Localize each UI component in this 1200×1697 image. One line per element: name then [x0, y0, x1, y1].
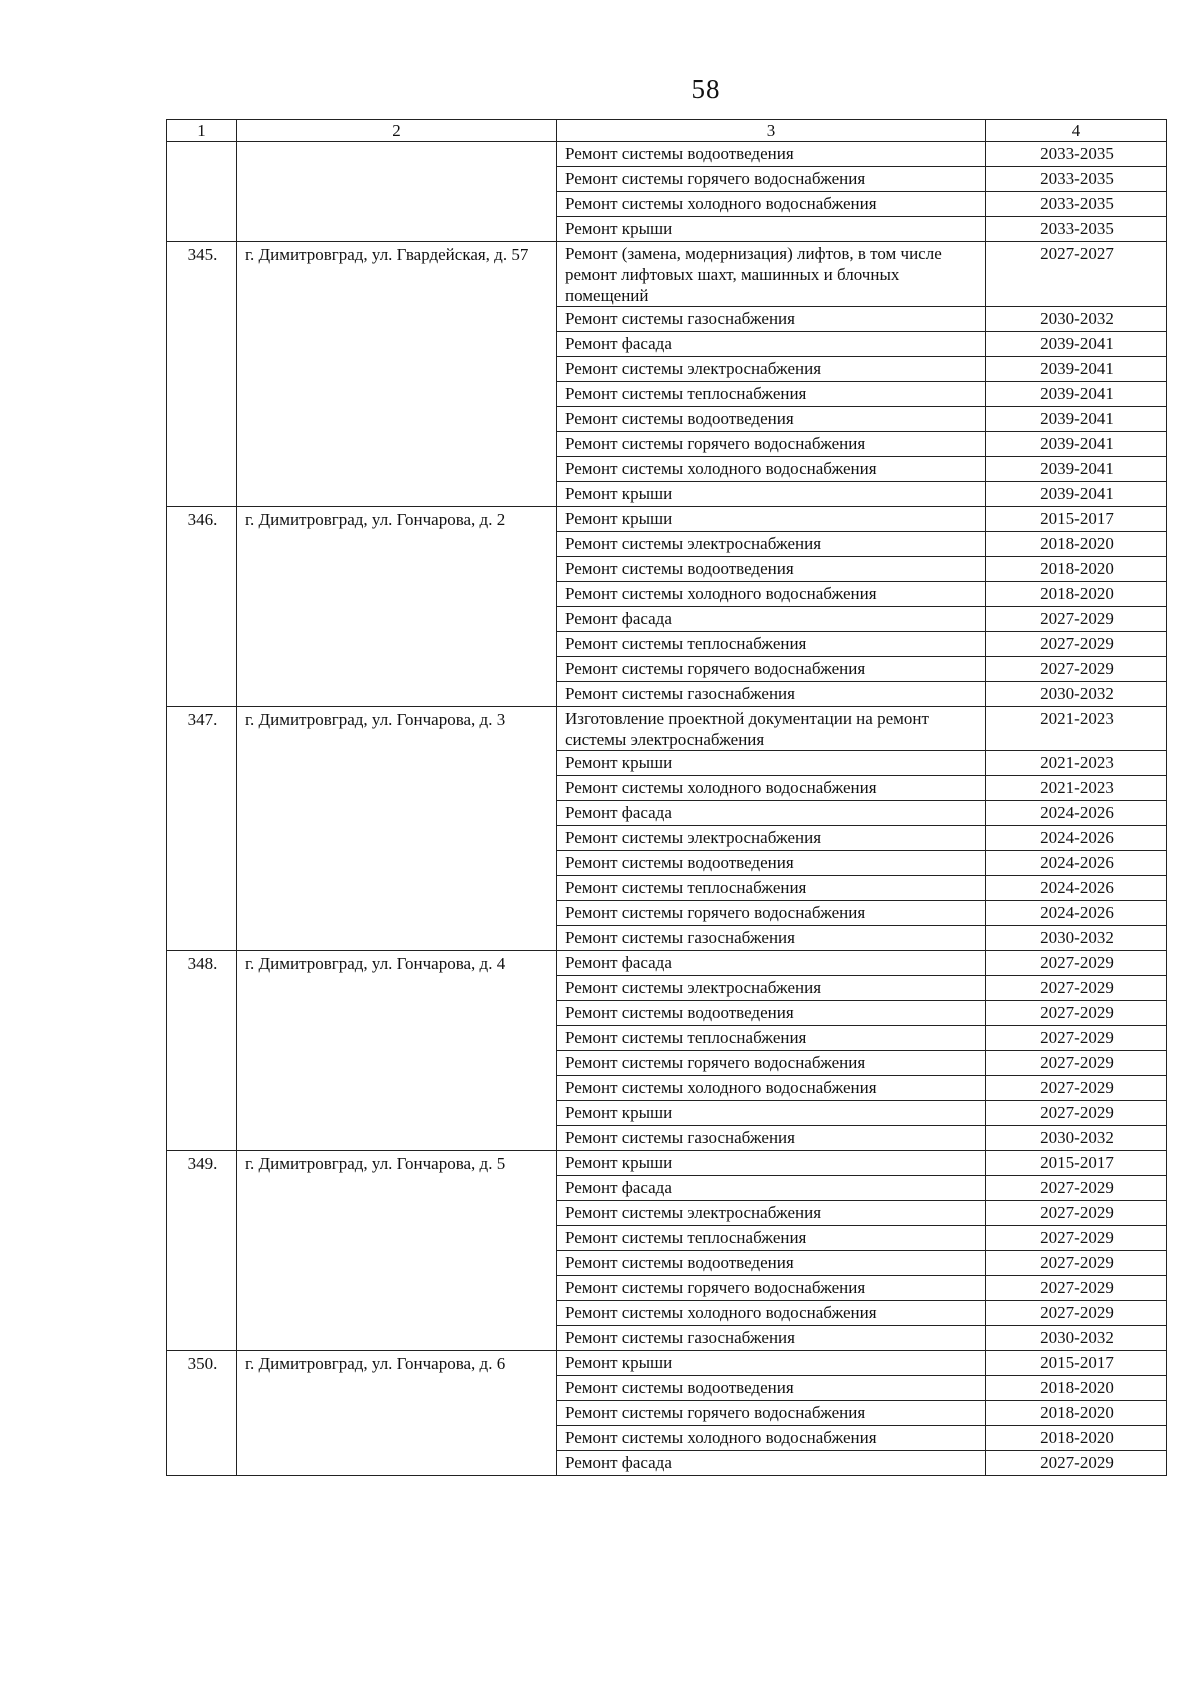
table-row [167, 1351, 1167, 1376]
house-number-cell: 349. [167, 1151, 237, 1351]
work-period-cell: 2015-2017 [986, 507, 1167, 532]
work-period-cell: 2027-2029 [986, 657, 1167, 682]
work-type-cell: Ремонт системы горячего водоснабжения [557, 657, 986, 682]
work-period-cell: 2027-2029 [986, 1451, 1167, 1476]
work-period-cell: 2027-2029 [986, 607, 1167, 632]
work-type-cell: Ремонт системы газоснабжения [557, 682, 986, 707]
work-period-cell: 2024-2026 [986, 826, 1167, 851]
work-period-cell: 2039-2041 [986, 482, 1167, 507]
table-row [167, 707, 1167, 751]
house-number-cell: 345. [167, 242, 237, 507]
work-period-cell: 2030-2032 [986, 1126, 1167, 1151]
work-period-cell: 2018-2020 [986, 1376, 1167, 1401]
work-period-cell: 2027-2029 [986, 1251, 1167, 1276]
work-type-cell: Ремонт системы холодного водоснабжения [557, 582, 986, 607]
work-type-cell: Ремонт системы электроснабжения [557, 826, 986, 851]
repair-schedule-table [166, 119, 1167, 1476]
work-type-cell: Ремонт фасада [557, 607, 986, 632]
table-body [167, 120, 1167, 1476]
work-type-cell: Ремонт системы теплоснабжения [557, 1026, 986, 1051]
work-type-cell: Ремонт системы холодного водоснабжения [557, 1426, 986, 1451]
work-period-cell: 2021-2023 [986, 776, 1167, 801]
work-type-cell: Ремонт фасада [557, 332, 986, 357]
table-row [167, 507, 1167, 532]
work-period-cell: 2027-2029 [986, 1226, 1167, 1251]
work-type-cell: Ремонт системы электроснабжения [557, 532, 986, 557]
work-type-cell: Ремонт системы горячего водоснабжения [557, 1401, 986, 1426]
house-address-cell: г. Димитровград, ул. Гончарова, д. 3 [237, 707, 557, 951]
table-row [167, 1151, 1167, 1176]
house-number-cell: 348. [167, 951, 237, 1151]
work-period-cell: 2024-2026 [986, 801, 1167, 826]
work-type-cell: Ремонт системы газоснабжения [557, 307, 986, 332]
house-number-cell [167, 142, 237, 242]
work-type-cell: Ремонт системы водоотведения [557, 557, 986, 582]
work-type-cell: Ремонт системы холодного водоснабжения [557, 1301, 986, 1326]
work-type-cell: Ремонт системы холодного водоснабжения [557, 1076, 986, 1101]
work-period-cell: 2027-2029 [986, 951, 1167, 976]
work-period-cell: 2018-2020 [986, 1426, 1167, 1451]
work-period-cell: 2027-2029 [986, 1026, 1167, 1051]
house-address-cell [237, 142, 557, 242]
work-type-cell: Ремонт фасада [557, 951, 986, 976]
work-type-cell: Ремонт фасада [557, 1451, 986, 1476]
header-cell-1: 1 [167, 120, 237, 142]
work-period-cell: 2039-2041 [986, 457, 1167, 482]
work-type-cell: Ремонт системы горячего водоснабжения [557, 1276, 986, 1301]
work-type-cell: Ремонт системы электроснабжения [557, 357, 986, 382]
page-number: 58 [691, 74, 721, 104]
work-period-cell: 2033-2035 [986, 217, 1167, 242]
work-type-cell: Ремонт системы теплоснабжения [557, 876, 986, 901]
house-number-cell: 350. [167, 1351, 237, 1476]
work-type-cell: Ремонт системы газоснабжения [557, 1126, 986, 1151]
header-cell-3: 3 [557, 120, 986, 142]
work-type-cell: Ремонт системы теплоснабжения [557, 1226, 986, 1251]
header-cell-4: 4 [986, 120, 1167, 142]
work-type-cell: Ремонт системы теплоснабжения [557, 632, 986, 657]
work-period-cell: 2018-2020 [986, 582, 1167, 607]
table-row [167, 951, 1167, 976]
work-period-cell: 2018-2020 [986, 532, 1167, 557]
work-type-cell: Ремонт крыши [557, 482, 986, 507]
work-type-cell: Ремонт системы газоснабжения [557, 926, 986, 951]
work-period-cell: 2021-2023 [986, 707, 1167, 751]
work-type-cell: Ремонт крыши [557, 1101, 986, 1126]
work-type-cell: Ремонт (замена, модернизация) лифтов, в том числе ремонт лифтовых шахт, машинных и блочных помещений [557, 242, 986, 307]
work-period-cell: 2030-2032 [986, 307, 1167, 332]
work-period-cell: 2027-2029 [986, 1001, 1167, 1026]
work-period-cell: 2033-2035 [986, 142, 1167, 167]
work-period-cell: 2027-2029 [986, 1276, 1167, 1301]
work-type-cell: Ремонт системы электроснабжения [557, 976, 986, 1001]
work-period-cell: 2027-2029 [986, 1201, 1167, 1226]
work-period-cell: 2024-2026 [986, 876, 1167, 901]
house-address-cell: г. Димитровград, ул. Гончарова, д. 5 [237, 1151, 557, 1351]
work-type-cell: Ремонт фасада [557, 1176, 986, 1201]
work-type-cell: Ремонт крыши [557, 217, 986, 242]
work-period-cell: 2030-2032 [986, 926, 1167, 951]
work-type-cell: Ремонт крыши [557, 507, 986, 532]
house-address-cell: г. Димитровград, ул. Гончарова, д. 6 [237, 1351, 557, 1476]
work-type-cell: Ремонт системы холодного водоснабжения [557, 192, 986, 217]
work-type-cell: Ремонт системы водоотведения [557, 407, 986, 432]
work-type-cell: Ремонт системы водоотведения [557, 1251, 986, 1276]
work-period-cell: 2039-2041 [986, 407, 1167, 432]
work-type-cell: Ремонт крыши [557, 751, 986, 776]
work-period-cell: 2024-2026 [986, 901, 1167, 926]
work-period-cell: 2018-2020 [986, 1401, 1167, 1426]
work-period-cell: 2027-2029 [986, 1176, 1167, 1201]
work-type-cell: Ремонт фасада [557, 801, 986, 826]
work-type-cell: Изготовление проектной документации на ремонт системы электроснабжения [557, 707, 986, 751]
work-type-cell: Ремонт системы водоотведения [557, 1376, 986, 1401]
work-type-cell: Ремонт крыши [557, 1151, 986, 1176]
table-row [167, 142, 1167, 167]
work-type-cell: Ремонт системы холодного водоснабжения [557, 457, 986, 482]
work-type-cell: Ремонт системы водоотведения [557, 1001, 986, 1026]
work-type-cell: Ремонт системы водоотведения [557, 851, 986, 876]
work-period-cell: 2027-2029 [986, 1101, 1167, 1126]
work-period-cell: 2027-2029 [986, 1051, 1167, 1076]
header-cell-2: 2 [237, 120, 557, 142]
work-type-cell: Ремонт системы горячего водоснабжения [557, 167, 986, 192]
work-period-cell: 2015-2017 [986, 1151, 1167, 1176]
work-type-cell: Ремонт системы газоснабжения [557, 1326, 986, 1351]
work-type-cell: Ремонт системы водоотведения [557, 142, 986, 167]
work-type-cell: Ремонт системы теплоснабжения [557, 382, 986, 407]
work-period-cell: 2027-2029 [986, 632, 1167, 657]
work-period-cell: 2027-2029 [986, 976, 1167, 1001]
work-type-cell: Ремонт крыши [557, 1351, 986, 1376]
work-type-cell: Ремонт системы горячего водоснабжения [557, 1051, 986, 1076]
house-number-cell: 347. [167, 707, 237, 951]
house-address-cell: г. Димитровград, ул. Гвардейская, д. 57 [237, 242, 557, 507]
work-period-cell: 2039-2041 [986, 432, 1167, 457]
work-period-cell: 2018-2020 [986, 557, 1167, 582]
work-period-cell: 2027-2027 [986, 242, 1167, 307]
work-period-cell: 2030-2032 [986, 1326, 1167, 1351]
table-row [167, 242, 1167, 307]
work-type-cell: Ремонт системы холодного водоснабжения [557, 776, 986, 801]
work-period-cell: 2039-2041 [986, 382, 1167, 407]
work-period-cell: 2024-2026 [986, 851, 1167, 876]
work-period-cell: 2033-2035 [986, 192, 1167, 217]
work-period-cell: 2033-2035 [986, 167, 1167, 192]
work-type-cell: Ремонт системы горячего водоснабжения [557, 432, 986, 457]
work-type-cell: Ремонт системы горячего водоснабжения [557, 901, 986, 926]
work-period-cell: 2030-2032 [986, 682, 1167, 707]
work-period-cell: 2027-2029 [986, 1076, 1167, 1101]
house-number-cell: 346. [167, 507, 237, 707]
house-address-cell: г. Димитровград, ул. Гончарова, д. 4 [237, 951, 557, 1151]
work-period-cell: 2039-2041 [986, 332, 1167, 357]
work-period-cell: 2039-2041 [986, 357, 1167, 382]
work-type-cell: Ремонт системы электроснабжения [557, 1201, 986, 1226]
work-period-cell: 2027-2029 [986, 1301, 1167, 1326]
house-address-cell: г. Димитровград, ул. Гончарова, д. 2 [237, 507, 557, 707]
work-period-cell: 2015-2017 [986, 1351, 1167, 1376]
header-row [167, 120, 1167, 142]
work-period-cell: 2021-2023 [986, 751, 1167, 776]
